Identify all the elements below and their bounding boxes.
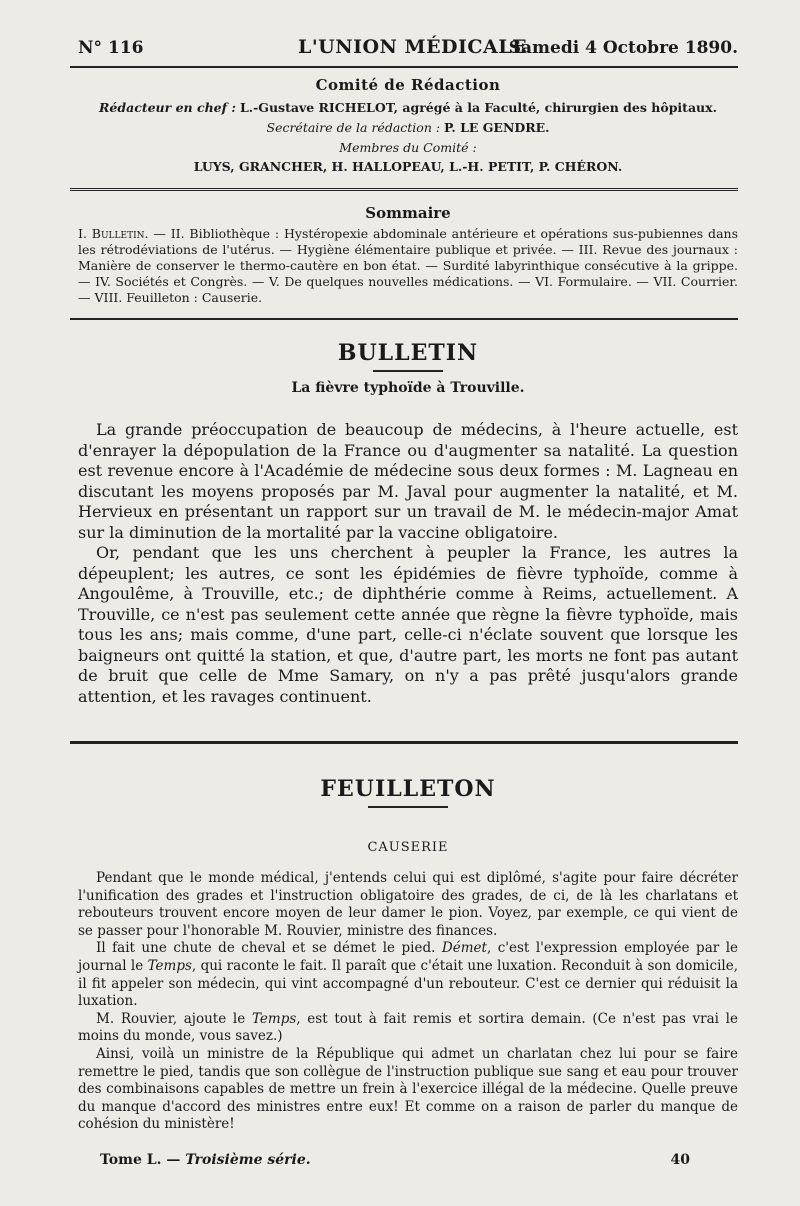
secretaire-line: [78, 119, 738, 136]
secretaire-label: Secrétaire de la rédaction :: [266, 120, 441, 135]
sommaire-section: [78, 204, 738, 306]
journal-title: L'UNION MÉDICALE: [298, 36, 528, 58]
secretaire-name: P. LE GENDRE.: [444, 120, 550, 135]
sommaire-rule: [70, 318, 738, 320]
membres-names: LUYS, GRANCHER, H. HALLOPEAU, L.-H. PETIT, P. CHÉRON.: [193, 159, 623, 174]
bulletin-paragraph: Or, pendant que les uns cherchent à peupler la France, les autres la dépeuplent; les autres, ce sont les épidémies de fièvre typhoïde, comme à Angoulême, à Trouville, etc.; de diphthérie comme à Reims, actuellement. A Trouville, ce n'est pas seulement cette année que règne la fièvre typhoïde, mais tous les ans; mais comme, d'une part, celle-ci n'éclate souvent que lorsque les baigneurs ont quitté la station, et que, d'autre part, les morts ne font pas autant de bruit que celle de Mme Samary, on n'y a pas prêté jusqu'alors grande attention, et les ravages continuent.: [78, 543, 738, 706]
membres-label: Membres du Comité :: [339, 140, 477, 155]
redacteur-line: [78, 99, 738, 116]
page-footer: [100, 1152, 690, 1168]
sommaire-title: Sommaire: [365, 204, 451, 222]
bulletin-subtitle: La fièvre typhoïde à Trouville.: [291, 380, 525, 396]
comite-rule: [70, 188, 738, 194]
bulletin-title: BULLETIN: [337, 340, 479, 366]
bulletin-rule: [70, 741, 738, 744]
causerie-title: CAUSERIE: [367, 840, 449, 855]
footer-tome: Tome L. — Troisième série.: [100, 1152, 311, 1168]
page-number: 40: [670, 1152, 690, 1168]
comite-section: [78, 76, 738, 175]
page-header: [78, 32, 738, 66]
bulletin-title-rule: [373, 370, 443, 372]
feuilleton-heading: [78, 776, 738, 808]
feuilleton-title-rule: [368, 806, 448, 808]
sommaire-text: I. Bulletin. — II. Bibliothèque : Hystéropexie abdominale antérieure et opérations sus-pubiennes dans les rétrodéviations de l'utérus. — Hygiène élémentaire publique et privée. — III. Revue des journaux : Manière de conserver le thermo-cautère en bon état. — Surdité labyrinthique consécutive à la grippe. — IV. Sociétés et Congrès. — V. De quelques nouvelles médications. — VI. Formulaire. — VII. Courrier. — VIII. Feuilleton : Causerie.: [78, 226, 738, 305]
bulletin-body: [78, 420, 738, 707]
feuilleton-paragraph: M. Rouvier, ajoute le Temps, est tout à fait remis et sortira demain. (Ce n'est pas vrai le moins du monde, vous savez.): [78, 1010, 738, 1045]
feuilleton-title: FEUILLETON: [320, 776, 496, 802]
feuilleton-body: [78, 870, 738, 1134]
causerie-heading: [78, 840, 738, 855]
header-rule: [70, 66, 738, 68]
bulletin-paragraph: La grande préoccupation de beaucoup de médecins, à l'heure actuelle, est d'enrayer la dépopulation de la France ou d'augmenter sa natalité. La question est revenue encore à l'Académie de médecine sous deux formes : M. Lagneau en discutant les moyens proposés par M. Javal pour augmenter la natalité, et M. Hervieux en présentant un rapport sur un travail de M. le médecin-major Amat sur la diminution de la mortalité par la vaccine obligatoire.: [78, 420, 738, 542]
issue-number: N° 116: [78, 38, 144, 58]
comite-title: Comité de Rédaction: [315, 76, 501, 94]
redacteur-label: Rédacteur en chef :: [99, 100, 236, 115]
feuilleton-paragraph: Ainsi, voilà un ministre de la République qui admet un charlatan chez lui pour se faire remettre le pied, tandis que son collègue de l'instruction publique sue sang et eau pour trouver des combinaisons capables de mettre un frein à l'exercice illégal de la médecine. Quelle preuve du manque d'accord des ministres entre eux! Et comme on a raison de parler du manque de cohésion du ministère!: [78, 1045, 738, 1133]
issue-date: Samedi 4 Octobre 1890.: [508, 38, 738, 58]
feuilleton-paragraph: Pendant que le monde médical, j'entends celui qui est diplômé, s'agite pour faire décréter l'unification des grades et l'instruction obligatoire des grades, de ci, de là les charlatans et rebouteurs trouvent encore moyen de leur damer le pion. Voyez, par exemple, ce qui vient de se passer pour l'honorable M. Rouvier, ministre des finances.: [78, 870, 738, 939]
feuilleton-paragraph: Il fait une chute de cheval et se démet le pied. Démet, c'est l'expression employée par le journal le Temps, qui raconte le fait. Il paraît que c'était une luxation. Reconduit à son domicile, il fit appeler son médecin, qui vint accompagné d'un rebouteur. C'est ce dernier qui réduisit la luxation.: [78, 940, 739, 1010]
redacteur-name: L.-Gustave RICHELOT, agrégé à la Faculté, chirurgien des hôpitaux.: [239, 100, 717, 115]
bulletin-heading: [78, 340, 738, 396]
